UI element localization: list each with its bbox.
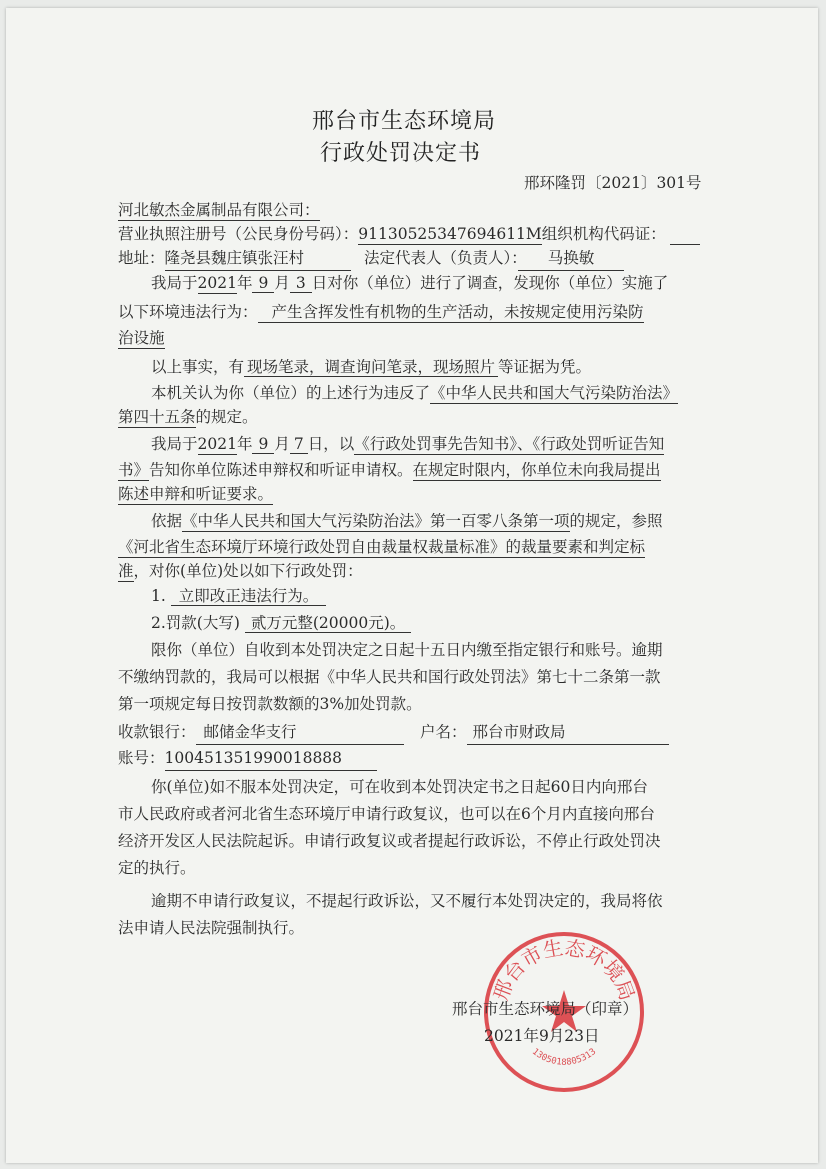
basis-standard-1: 《河北省生态环境厅环境行政处罚自由裁量权裁量标准》的裁量要素和判定标 xyxy=(118,538,646,556)
basis-standard-2: 准 xyxy=(118,562,134,580)
p1-year: 2021 xyxy=(197,274,237,292)
account-number-label: 账号： xyxy=(118,749,165,767)
appeal-line-4: 定的执行。 xyxy=(118,859,196,877)
representative-field xyxy=(518,248,624,271)
address-line xyxy=(118,248,351,271)
penalty-2-label: 罚款(大写) xyxy=(165,614,240,632)
no-response-text-2: 陈述申辩和听证要求。 xyxy=(118,485,274,503)
notice-docs-2: 书》 xyxy=(118,461,150,479)
law-article: 第四十五条 xyxy=(118,408,196,426)
evidence-list: 现场笔录，调查询问笔录，现场照片 xyxy=(244,358,498,377)
representative-name: 马换敏 xyxy=(518,248,624,271)
p1-day: 3 xyxy=(290,274,312,293)
notice-line-3 xyxy=(118,484,273,505)
account-number-line xyxy=(118,748,377,771)
payment-line-2: 不缴纳罚款的，我局可以根据《中华人民共和国行政处罚法》第七十二条第一款 xyxy=(118,668,661,686)
paragraph-basis xyxy=(151,511,663,532)
registration-label: 营业执照注册号（公民身份号码）： xyxy=(118,225,359,243)
document-org-title: 邢台市生态环境局 xyxy=(312,109,497,134)
address-label: 地址： xyxy=(118,249,165,267)
account-name: 邢台市财政局 xyxy=(467,722,669,745)
registration-line xyxy=(118,224,666,245)
penalty-2-amount: 贰万元整(20000元)。 xyxy=(245,614,411,633)
account-name-line xyxy=(420,722,669,745)
address-value: 隆尧县魏庄镇张汪村 xyxy=(165,248,351,271)
p1-month: 9 xyxy=(252,274,274,293)
evidence-text-b: 等证据为凭。 xyxy=(498,358,592,376)
bank-name: 邮储金华支行 xyxy=(196,722,404,745)
notice-text: 告知你单位陈述申辩权和听证申请权。 xyxy=(149,461,413,479)
penalty-item-1 xyxy=(151,586,326,607)
evidence-text-a: 以上事实，有 xyxy=(151,358,245,376)
violation-line-2 xyxy=(118,328,165,349)
appeal-line-2: 市人民政府或者河北省生态环境厅申请行政复议，也可以在6个月内直接向邢台 xyxy=(118,805,655,823)
p4-text-c: 月 xyxy=(274,435,290,453)
payment-line-1: 限你（单位）自收到本处罚决定之日起十五日内缴至指定银行和账号。逾期 xyxy=(151,641,663,659)
notice-line-2 xyxy=(118,460,661,481)
account-number: 100451351990018888 xyxy=(165,748,377,771)
registration-number: 91130525347694611M xyxy=(358,225,542,243)
p4-month: 9 xyxy=(252,435,274,454)
enforcement-line-2: 法申请人民法院强制执行。 xyxy=(118,919,305,937)
seal-code: 1305018805313 xyxy=(529,1046,599,1068)
paragraph-investigation xyxy=(151,273,668,294)
account-name-label: 户名： xyxy=(420,723,467,741)
appeal-line-1: 你(单位)如不服本处罚决定，可在收到本处罚决定书之日起60日内向邢台 xyxy=(151,778,648,796)
basis-law: 《中华人民共和国大气污染防治法》第一百零八条第一项 xyxy=(182,512,570,530)
p4-year: 2021 xyxy=(197,435,237,453)
basis-line-3 xyxy=(118,561,363,582)
law-article-line xyxy=(118,407,258,428)
violation-text-2: 治设施 xyxy=(118,329,165,347)
party-name xyxy=(118,200,320,221)
p4-text-d: 日，以 xyxy=(307,435,355,453)
payment-line-3: 第一项规定每日按罚款数额的3%加处罚款。 xyxy=(118,695,422,713)
p1-text-d: 日对你（单位）进行了调查，发现你（单位）实施了 xyxy=(311,274,669,292)
penalty-1-text: 立即改正违法行为。 xyxy=(171,587,327,606)
seal-ring-text: 邢台市生态环境局 xyxy=(488,935,640,1004)
no-response-text-1: 在规定时限内，你单位未向我局提出 xyxy=(412,461,661,479)
issuing-authority: 邢台市生态环境局（印章） xyxy=(452,1000,639,1018)
law-text-b: 的规定。 xyxy=(195,408,258,426)
penalty-1-number: 1. xyxy=(151,587,166,605)
p1-text-b: 年 xyxy=(236,274,253,292)
basis-text-b: 的规定，参照 xyxy=(569,512,663,530)
paragraph-notice xyxy=(151,434,664,455)
appeal-line-3: 经济开发区人民法院起诉。申请行政复议或者提起行政诉讼，不停止行政处罚决 xyxy=(118,832,661,850)
basis-text-c: ，对你(单位)处以如下行政处罚： xyxy=(133,562,363,580)
paragraph-law-violated xyxy=(151,383,678,404)
law-text-a: 本机关认为你（单位）的上述行为违反了 xyxy=(151,384,431,402)
representative-label: 法定代表人（负责人）： xyxy=(364,249,527,267)
p4-text-b: 年 xyxy=(236,435,253,453)
issue-date: 2021年9月23日 xyxy=(484,1027,600,1045)
notice-docs-1: 《行政处罚事先告知书》、《行政处罚听证告知 xyxy=(354,435,665,453)
penalty-2-number: 2. xyxy=(151,614,166,632)
p1-text-c: 月 xyxy=(274,274,290,292)
p4-day: 7 xyxy=(290,435,308,454)
paragraph-evidence xyxy=(151,357,591,378)
penalty-item-2 xyxy=(151,613,411,634)
p4-text-a: 我局于 xyxy=(151,435,198,453)
basis-line-2 xyxy=(118,537,645,558)
law-name: 《中华人民共和国大气污染防治法》 xyxy=(430,384,679,402)
document-type-title: 行政处罚决定书 xyxy=(320,141,482,166)
basis-text-a: 依据 xyxy=(151,512,183,530)
violation-label: 以下环境违法行为： xyxy=(118,303,258,321)
document-number: 邢环隆罚〔2021〕301号 xyxy=(524,174,702,192)
org-code-blank xyxy=(670,244,700,245)
enforcement-line-1: 逾期不申请行政复议，不提起行政诉讼，又不履行本处罚决定的，我局将依 xyxy=(151,892,663,910)
p1-text-a: 我局于 xyxy=(151,274,198,292)
violation-text-1: 产生含挥发性有机物的生产活动，未按规定使用污染防 xyxy=(258,303,644,323)
bank-label: 收款银行： xyxy=(118,723,196,741)
document-page xyxy=(6,8,818,1163)
org-code-label: 组织机构代码证： xyxy=(541,225,666,243)
violation-line-1 xyxy=(118,302,644,323)
bank-line xyxy=(118,722,404,745)
party-name-text: 河北敏杰金属制品有限公司： xyxy=(118,201,320,219)
